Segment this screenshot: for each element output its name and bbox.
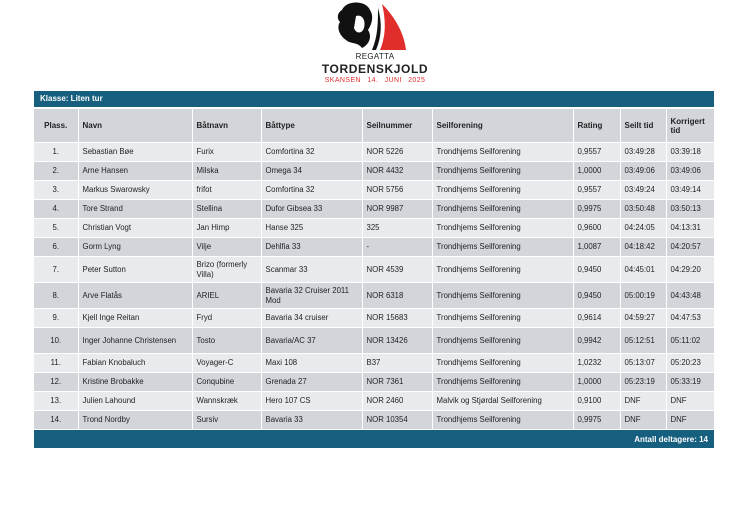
cell-seilnummer: NOR 5226 <box>362 143 432 162</box>
col-header-seilnummer: Seilnummer <box>362 109 432 143</box>
table-row <box>34 309 714 328</box>
cell-navn: Julien Lahound <box>78 392 192 411</box>
cell-rating: 0,9557 <box>573 143 620 162</box>
cell-korrigert: 03:50:13 <box>666 200 714 219</box>
cell-korrigert: 04:43:48 <box>666 283 714 309</box>
results-table-container <box>34 91 714 448</box>
cell-plass: 5. <box>34 219 78 238</box>
cell-seilnummer: NOR 15683 <box>362 309 432 328</box>
cell-korrigert: DNF <box>666 411 714 430</box>
cell-baatnavn: Voyager-C <box>192 354 261 373</box>
cell-seilt: 03:49:06 <box>620 162 666 181</box>
logo-emblem-icon <box>332 2 418 52</box>
cell-plass: 7. <box>34 257 78 283</box>
cell-baattype: Dufor Gibsea 33 <box>261 200 362 219</box>
cell-seilt: 04:24:05 <box>620 219 666 238</box>
cell-seilt: 04:59:27 <box>620 309 666 328</box>
cell-seilnummer: NOR 13426 <box>362 328 432 354</box>
cell-navn: Tore Strand <box>78 200 192 219</box>
cell-baatnavn: Sursiv <box>192 411 261 430</box>
cell-navn: Kristine Brobakke <box>78 373 192 392</box>
col-header-navn: Navn <box>78 109 192 143</box>
cell-baattype: Bavaria 34 cruiser <box>261 309 362 328</box>
cell-plass: 14. <box>34 411 78 430</box>
table-row <box>34 238 714 257</box>
cell-plass: 6. <box>34 238 78 257</box>
class-label: Klasse: Liten tur <box>34 91 714 109</box>
cell-baattype: Comfortina 32 <box>261 143 362 162</box>
cell-seilforening: Trondhjems Seilforening <box>432 238 573 257</box>
cell-seilnummer: NOR 10354 <box>362 411 432 430</box>
cell-rating: 1,0000 <box>573 373 620 392</box>
cell-seilnummer: NOR 7361 <box>362 373 432 392</box>
cell-seilforening: Trondhjems Seilforening <box>432 219 573 238</box>
cell-baatnavn: Stellina <box>192 200 261 219</box>
cell-seilnummer: NOR 2460 <box>362 392 432 411</box>
cell-seilnummer: NOR 6318 <box>362 283 432 309</box>
cell-plass: 3. <box>34 181 78 200</box>
table-row <box>34 181 714 200</box>
cell-baatnavn: Wannskræk <box>192 392 261 411</box>
cell-rating: 1,0000 <box>573 162 620 181</box>
header-row <box>34 109 714 143</box>
cell-seilnummer: NOR 5756 <box>362 181 432 200</box>
cell-korrigert: 05:11:02 <box>666 328 714 354</box>
cell-seilt: 03:50:48 <box>620 200 666 219</box>
cell-plass: 12. <box>34 373 78 392</box>
cell-seilforening: Trondhjems Seilforening <box>432 411 573 430</box>
cell-korrigert: 03:49:14 <box>666 181 714 200</box>
results-table <box>34 109 715 429</box>
table-row <box>34 354 714 373</box>
cell-seilforening: Trondhjems Seilforening <box>432 257 573 283</box>
cell-baatnavn: Conqubine <box>192 373 261 392</box>
cell-navn: Inger Johanne Christensen <box>78 328 192 354</box>
cell-seilforening: Trondhjems Seilforening <box>432 162 573 181</box>
cell-korrigert: DNF <box>666 392 714 411</box>
cell-seilt: 04:45:01 <box>620 257 666 283</box>
cell-seilnummer: NOR 9987 <box>362 200 432 219</box>
cell-korrigert: 05:33:19 <box>666 373 714 392</box>
cell-navn: Kjell Inge Reitan <box>78 309 192 328</box>
table-row <box>34 411 714 430</box>
cell-baattype: Bavaria/AC 37 <box>261 328 362 354</box>
cell-navn: Gorm Lyng <box>78 238 192 257</box>
cell-navn: Fabian Knobaluch <box>78 354 192 373</box>
cell-baatnavn: ARIEL <box>192 283 261 309</box>
cell-navn: Markus Swarowsky <box>78 181 192 200</box>
cell-korrigert: 04:20:57 <box>666 238 714 257</box>
col-header-baatnavn: Båtnavn <box>192 109 261 143</box>
cell-plass: 11. <box>34 354 78 373</box>
cell-seilforening: Trondhjems Seilforening <box>432 328 573 354</box>
participant-count: Antall deltagere: 14 <box>34 429 714 448</box>
cell-korrigert: 03:39:18 <box>666 143 714 162</box>
cell-baatnavn: Furix <box>192 143 261 162</box>
cell-seilforening: Trondhjems Seilforening <box>432 181 573 200</box>
cell-seilt: 05:12:51 <box>620 328 666 354</box>
cell-rating: 0,9975 <box>573 411 620 430</box>
cell-baattype: Bavaria 33 <box>261 411 362 430</box>
table-row <box>34 200 714 219</box>
cell-baatnavn: Vilje <box>192 238 261 257</box>
cell-baatnavn: Milska <box>192 162 261 181</box>
cell-plass: 1. <box>34 143 78 162</box>
cell-baattype: Comfortina 32 <box>261 181 362 200</box>
cell-seilnummer: NOR 4432 <box>362 162 432 181</box>
cell-rating: 0,9942 <box>573 328 620 354</box>
cell-baatnavn: frifot <box>192 181 261 200</box>
cell-plass: 9. <box>34 309 78 328</box>
cell-plass: 4. <box>34 200 78 219</box>
cell-seilnummer: B37 <box>362 354 432 373</box>
cell-seilforening: Malvik og Stjørdal Seilforening <box>432 392 573 411</box>
cell-seilt: 05:00:19 <box>620 283 666 309</box>
cell-seilforening: Trondhjems Seilforening <box>432 283 573 309</box>
table-row <box>34 392 714 411</box>
table-row <box>34 328 714 354</box>
cell-seilt: 04:18:42 <box>620 238 666 257</box>
cell-baattype: Omega 34 <box>261 162 362 181</box>
cell-rating: 0,9975 <box>573 200 620 219</box>
cell-rating: 0,9450 <box>573 283 620 309</box>
cell-plass: 10. <box>34 328 78 354</box>
cell-rating: 0,9557 <box>573 181 620 200</box>
col-header-baattype: Båttype <box>261 109 362 143</box>
cell-seilnummer: - <box>362 238 432 257</box>
cell-seilforening: Trondhjems Seilforening <box>432 373 573 392</box>
cell-rating: 1,0232 <box>573 354 620 373</box>
cell-seilt: 05:13:07 <box>620 354 666 373</box>
cell-baattype: Dehlfia 33 <box>261 238 362 257</box>
table-row <box>34 219 714 238</box>
cell-baatnavn: Tosto <box>192 328 261 354</box>
cell-plass: 13. <box>34 392 78 411</box>
col-header-plass: Plass. <box>34 109 78 143</box>
cell-rating: 0,9614 <box>573 309 620 328</box>
cell-korrigert: 04:47:53 <box>666 309 714 328</box>
cell-navn: Arne Hansen <box>78 162 192 181</box>
cell-navn: Trond Nordby <box>78 411 192 430</box>
cell-plass: 8. <box>34 283 78 309</box>
cell-seilt: 03:49:24 <box>620 181 666 200</box>
cell-korrigert: 03:49:06 <box>666 162 714 181</box>
cell-seilforening: Trondhjems Seilforening <box>432 354 573 373</box>
cell-navn: Sebastian Bøe <box>78 143 192 162</box>
cell-baattype: Hanse 325 <box>261 219 362 238</box>
cell-baatnavn: Jan Himp <box>192 219 261 238</box>
cell-korrigert: 04:13:31 <box>666 219 714 238</box>
cell-baattype: Bavaria 32 Cruiser 2011 Mod <box>261 283 362 309</box>
logo-regatta-text: REGATTA <box>355 52 395 61</box>
cell-plass: 2. <box>34 162 78 181</box>
cell-rating: 0,9100 <box>573 392 620 411</box>
cell-baattype: Hero 107 CS <box>261 392 362 411</box>
cell-navn: Peter Sutton <box>78 257 192 283</box>
cell-navn: Christian Vogt <box>78 219 192 238</box>
cell-seilforening: Trondhjems Seilforening <box>432 143 573 162</box>
cell-seilnummer: 325 <box>362 219 432 238</box>
col-header-seilforening: Seilforening <box>432 109 573 143</box>
cell-rating: 0,9450 <box>573 257 620 283</box>
cell-navn: Arve Flatås <box>78 283 192 309</box>
cell-seilforening: Trondhjems Seilforening <box>432 309 573 328</box>
table-row <box>34 257 714 283</box>
col-header-rating: Rating <box>573 109 620 143</box>
table-row <box>34 373 714 392</box>
cell-seilforening: Trondhjems Seilforening <box>432 200 573 219</box>
col-header-seilt-tid: Seilt tid <box>620 109 666 143</box>
table-row <box>34 143 714 162</box>
cell-seilt: DNF <box>620 411 666 430</box>
cell-seilnummer: NOR 4539 <box>362 257 432 283</box>
regatta-logo <box>310 2 440 88</box>
cell-rating: 0,9600 <box>573 219 620 238</box>
table-row <box>34 283 714 309</box>
logo-date-text: SKANSEN 14. JUNI 2025 <box>324 77 426 84</box>
table-row <box>34 162 714 181</box>
cell-korrigert: 04:29:20 <box>666 257 714 283</box>
col-header-korrigert-tid: Korrigert tid <box>666 109 714 143</box>
cell-seilt: DNF <box>620 392 666 411</box>
cell-baattype: Maxi 108 <box>261 354 362 373</box>
cell-baattype: Grenada 27 <box>261 373 362 392</box>
cell-seilt: 03:49:28 <box>620 143 666 162</box>
cell-seilt: 05:23:19 <box>620 373 666 392</box>
logo-title-text: TORDENSKJOLD <box>321 62 429 76</box>
cell-baattype: Scanmar 33 <box>261 257 362 283</box>
cell-baatnavn: Brizo (formerly Villa) <box>192 257 261 283</box>
cell-rating: 1,0087 <box>573 238 620 257</box>
cell-baatnavn: Fryd <box>192 309 261 328</box>
cell-korrigert: 05:20:23 <box>666 354 714 373</box>
